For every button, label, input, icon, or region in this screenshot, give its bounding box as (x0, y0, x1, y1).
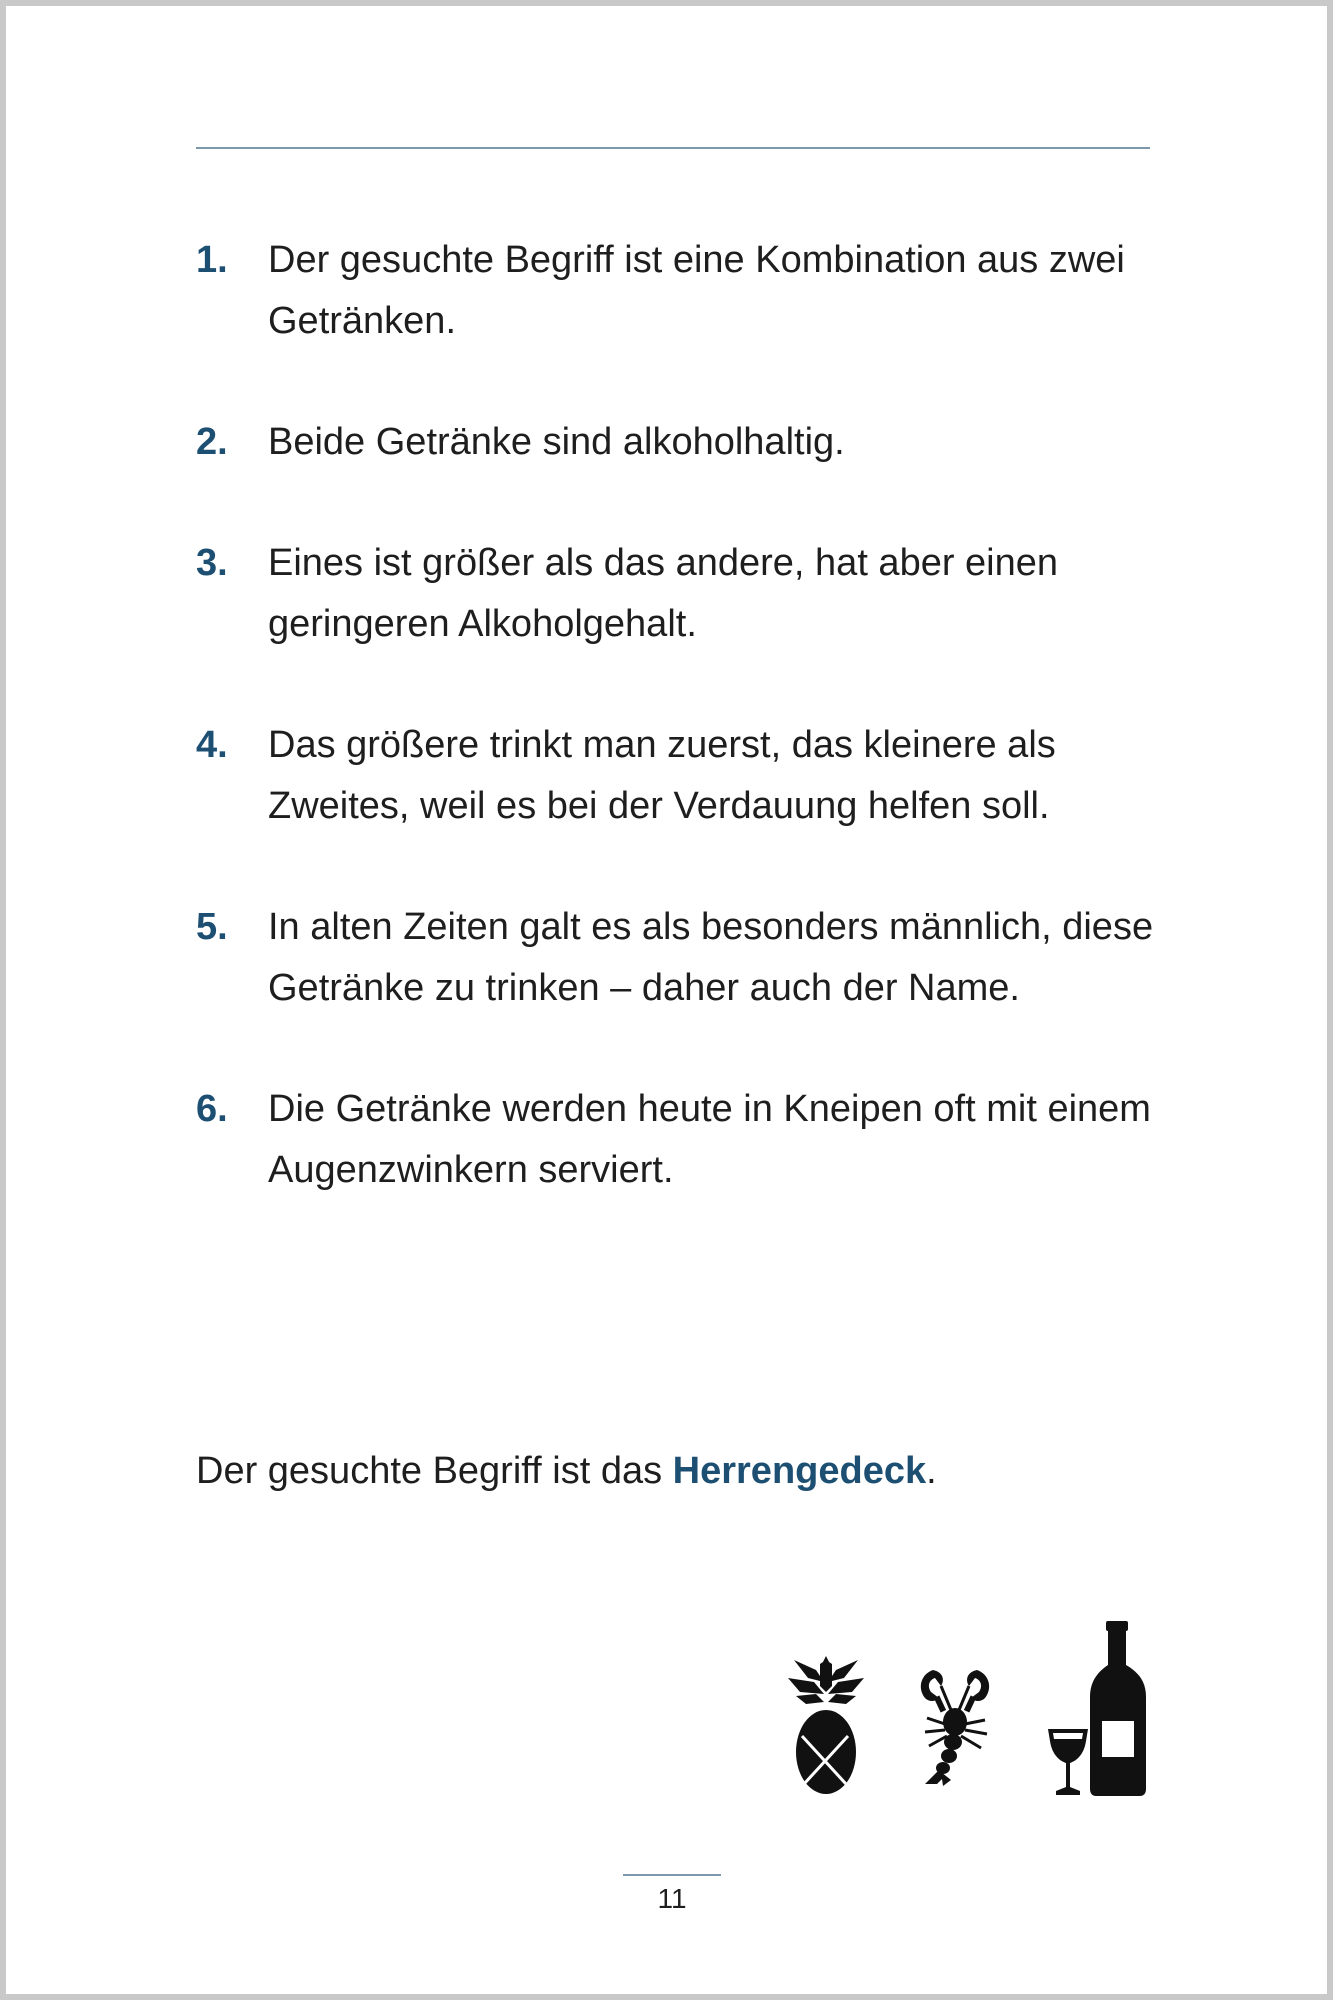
clue-text: Das größere trinkt man zuerst, das kleinere als Zweites, weil es bei der Verdauung helfen soll. (268, 724, 1056, 827)
clue-item (196, 897, 1156, 1019)
solution-prefix: Der gesuchte Begriff ist das (196, 1450, 673, 1492)
solution-suffix: . (926, 1450, 937, 1492)
clue-item (196, 412, 1156, 473)
decorative-icons (786, 1621, 1151, 1796)
clue-number: 2. (196, 421, 228, 463)
clue-item (196, 1079, 1156, 1201)
clue-list (196, 230, 1156, 1261)
clue-number: 6. (196, 1088, 228, 1130)
top-divider (196, 147, 1150, 149)
clue-text: Der gesuchte Begriff ist eine Kombination aus zwei Getränken. (268, 239, 1125, 342)
footer-divider (623, 1874, 721, 1876)
clue-text: Die Getränke werden heute in Kneipen oft mit einem Augenzwinkern serviert. (268, 1088, 1151, 1191)
clue-text: In alten Zeiten galt es als besonders männlich, diese Getränke zu trinken – daher auch der Name. (268, 906, 1154, 1009)
clue-number: 5. (196, 906, 228, 948)
pineapple-icon (786, 1656, 866, 1796)
clue-item (196, 715, 1156, 837)
clue-item (196, 533, 1156, 655)
page-number: 11 (657, 1883, 687, 1914)
clue-text: Beide Getränke sind alkoholhaltig. (268, 421, 845, 463)
clue-text: Eines ist größer als das andere, hat aber einen geringeren Alkoholgehalt. (268, 542, 1059, 645)
solution-answer: Herrengedeck (672, 1450, 927, 1492)
lobster-icon (911, 1666, 1001, 1786)
clue-number: 4. (196, 724, 228, 766)
wine-bottle-icon (1088, 1621, 1148, 1796)
clue-item (196, 230, 1156, 352)
clue-number: 3. (196, 542, 228, 584)
wine-glass-icon (1046, 1729, 1090, 1797)
clue-number: 1. (196, 239, 228, 281)
solution-sentence (196, 1441, 937, 1502)
